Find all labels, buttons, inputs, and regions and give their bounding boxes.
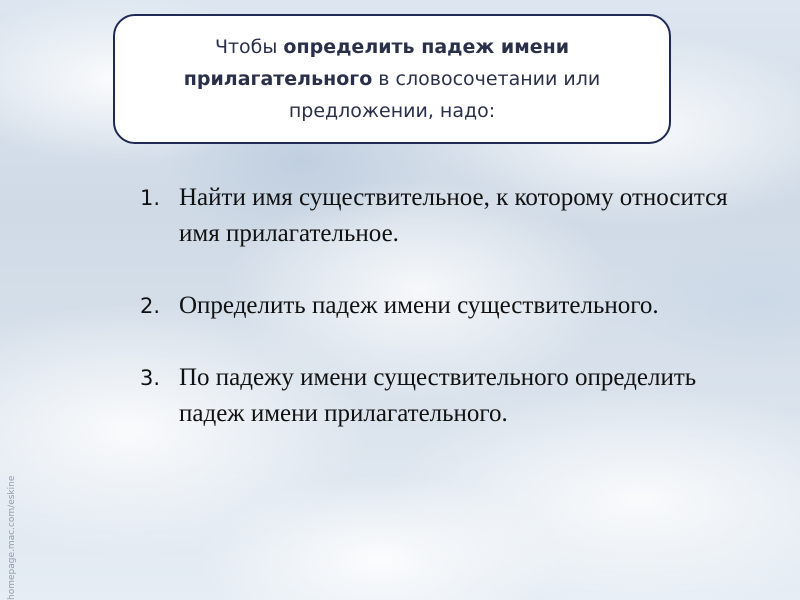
steps-list [135, 180, 755, 432]
title-text [182, 31, 602, 127]
step-text-1: Найти имя существительное, к которому относится имя прилагательное. [179, 184, 728, 247]
step-item-1 [135, 180, 755, 252]
watermark: homepage.mac.com/eskine [7, 475, 17, 600]
step-item-2 [135, 288, 755, 324]
step-number-3: 3. [140, 366, 161, 390]
step-text-2: Определить падеж имени существительного. [179, 292, 659, 319]
title-box [113, 14, 671, 144]
step-number-1: 1. [140, 186, 161, 210]
step-text-3: По падежу имени существительного определить падеж имени прилагательного. [179, 364, 697, 427]
step-number-2: 2. [140, 294, 161, 318]
title-part1: Чтобы [214, 36, 284, 58]
step-item-3 [135, 360, 755, 432]
title-part2: в словосочетании или предложении, надо: [288, 68, 601, 122]
title-bold: определить падеж имени прилагательного [183, 36, 570, 90]
